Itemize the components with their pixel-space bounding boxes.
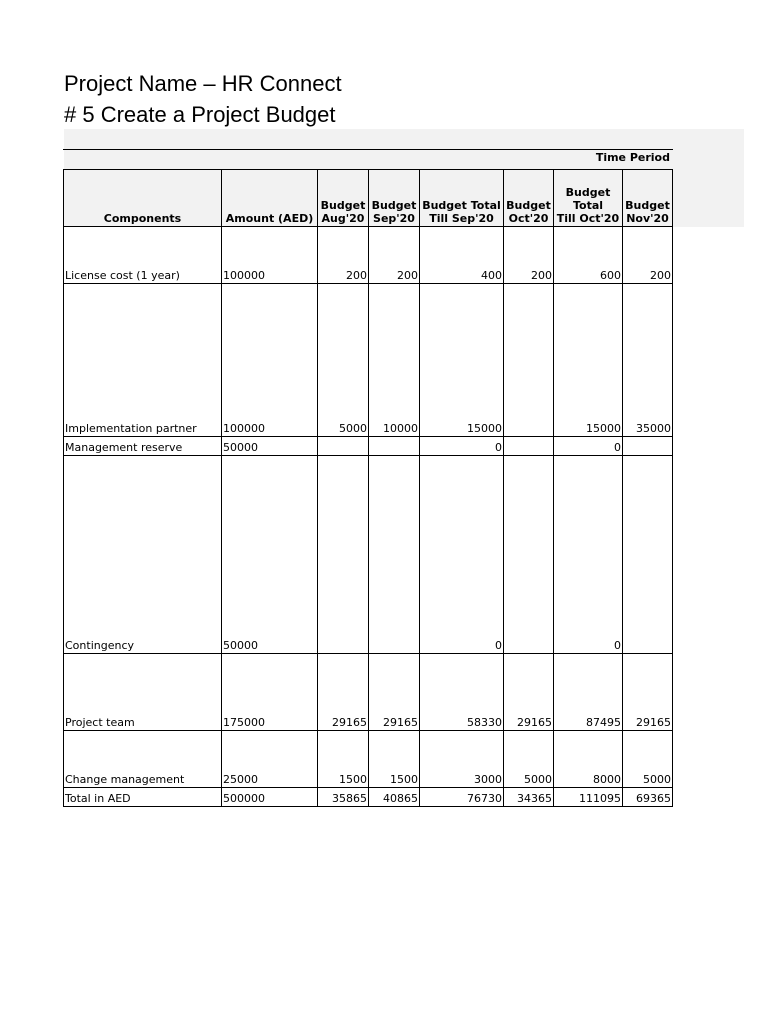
cell-oct xyxy=(504,456,554,654)
time-period-label: Time Period xyxy=(595,151,670,164)
cell-total-oct: 0 xyxy=(554,437,623,456)
col-header-amount: Amount (AED) xyxy=(222,170,318,227)
cell-sep: 10000 xyxy=(369,284,420,437)
cell-oct: 34365 xyxy=(504,788,554,807)
cell-component: License cost (1 year) xyxy=(64,227,222,284)
table-row xyxy=(64,731,673,788)
table-row xyxy=(64,437,673,456)
time-period-divider xyxy=(63,149,673,150)
cell-nov xyxy=(623,456,673,654)
cell-total-sep: 0 xyxy=(420,437,504,456)
cell-total-sep: 76730 xyxy=(420,788,504,807)
cell-nov xyxy=(623,437,673,456)
cell-amount: 100000 xyxy=(222,284,318,437)
cell-total-oct: 0 xyxy=(554,456,623,654)
table-total-row xyxy=(64,788,673,807)
table-row xyxy=(64,654,673,731)
cell-sep: 29165 xyxy=(369,654,420,731)
table-row xyxy=(64,227,673,284)
cell-total-oct: 111095 xyxy=(554,788,623,807)
cell-aug xyxy=(318,437,369,456)
cell-sep: 1500 xyxy=(369,731,420,788)
cell-total-oct: 15000 xyxy=(554,284,623,437)
cell-component: Total in AED xyxy=(64,788,222,807)
cell-total-sep: 58330 xyxy=(420,654,504,731)
cell-component: Management reserve xyxy=(64,437,222,456)
cell-total-oct: 87495 xyxy=(554,654,623,731)
cell-total-oct: 8000 xyxy=(554,731,623,788)
cell-component: Implementation partner xyxy=(64,284,222,437)
cell-aug: 1500 xyxy=(318,731,369,788)
cell-sep: 40865 xyxy=(369,788,420,807)
cell-oct: 200 xyxy=(504,227,554,284)
project-name-title: Project Name – HR Connect xyxy=(64,71,342,96)
col-header-aug: Budget Aug'20 xyxy=(318,170,369,227)
cell-nov: 69365 xyxy=(623,788,673,807)
cell-component: Change management xyxy=(64,731,222,788)
cell-amount: 175000 xyxy=(222,654,318,731)
cell-aug: 5000 xyxy=(318,284,369,437)
cell-component: Contingency xyxy=(64,456,222,654)
cell-aug: 35865 xyxy=(318,788,369,807)
cell-amount: 100000 xyxy=(222,227,318,284)
col-header-oct: Budget Oct'20 xyxy=(504,170,554,227)
table-row xyxy=(64,456,673,654)
col-header-total-oct: Budget Total Till Oct'20 xyxy=(554,170,623,227)
cell-aug xyxy=(318,456,369,654)
cell-sep xyxy=(369,456,420,654)
cell-amount: 25000 xyxy=(222,731,318,788)
table-header-row xyxy=(64,170,673,227)
cell-total-sep: 0 xyxy=(420,456,504,654)
table-row xyxy=(64,284,673,437)
col-header-components: Components xyxy=(64,170,222,227)
cell-aug: 29165 xyxy=(318,654,369,731)
cell-amount: 50000 xyxy=(222,456,318,654)
cell-total-oct: 600 xyxy=(554,227,623,284)
cell-nov: 35000 xyxy=(623,284,673,437)
cell-oct: 5000 xyxy=(504,731,554,788)
col-header-total-sep: Budget Total Till Sep'20 xyxy=(420,170,504,227)
cell-sep: 200 xyxy=(369,227,420,284)
cell-sep xyxy=(369,437,420,456)
cell-nov: 29165 xyxy=(623,654,673,731)
cell-component: Project team xyxy=(64,654,222,731)
cell-total-sep: 400 xyxy=(420,227,504,284)
col-header-sep: Budget Sep'20 xyxy=(369,170,420,227)
cell-amount: 500000 xyxy=(222,788,318,807)
page-subtitle: # 5 Create a Project Budget xyxy=(64,102,336,127)
budget-table xyxy=(63,169,673,807)
col-header-nov: Budget Nov'20 xyxy=(623,170,673,227)
cell-oct xyxy=(504,284,554,437)
cell-nov: 5000 xyxy=(623,731,673,788)
cell-aug: 200 xyxy=(318,227,369,284)
cell-oct xyxy=(504,437,554,456)
cell-amount: 50000 xyxy=(222,437,318,456)
cell-total-sep: 3000 xyxy=(420,731,504,788)
cell-total-sep: 15000 xyxy=(420,284,504,437)
cell-oct: 29165 xyxy=(504,654,554,731)
cell-nov: 200 xyxy=(623,227,673,284)
